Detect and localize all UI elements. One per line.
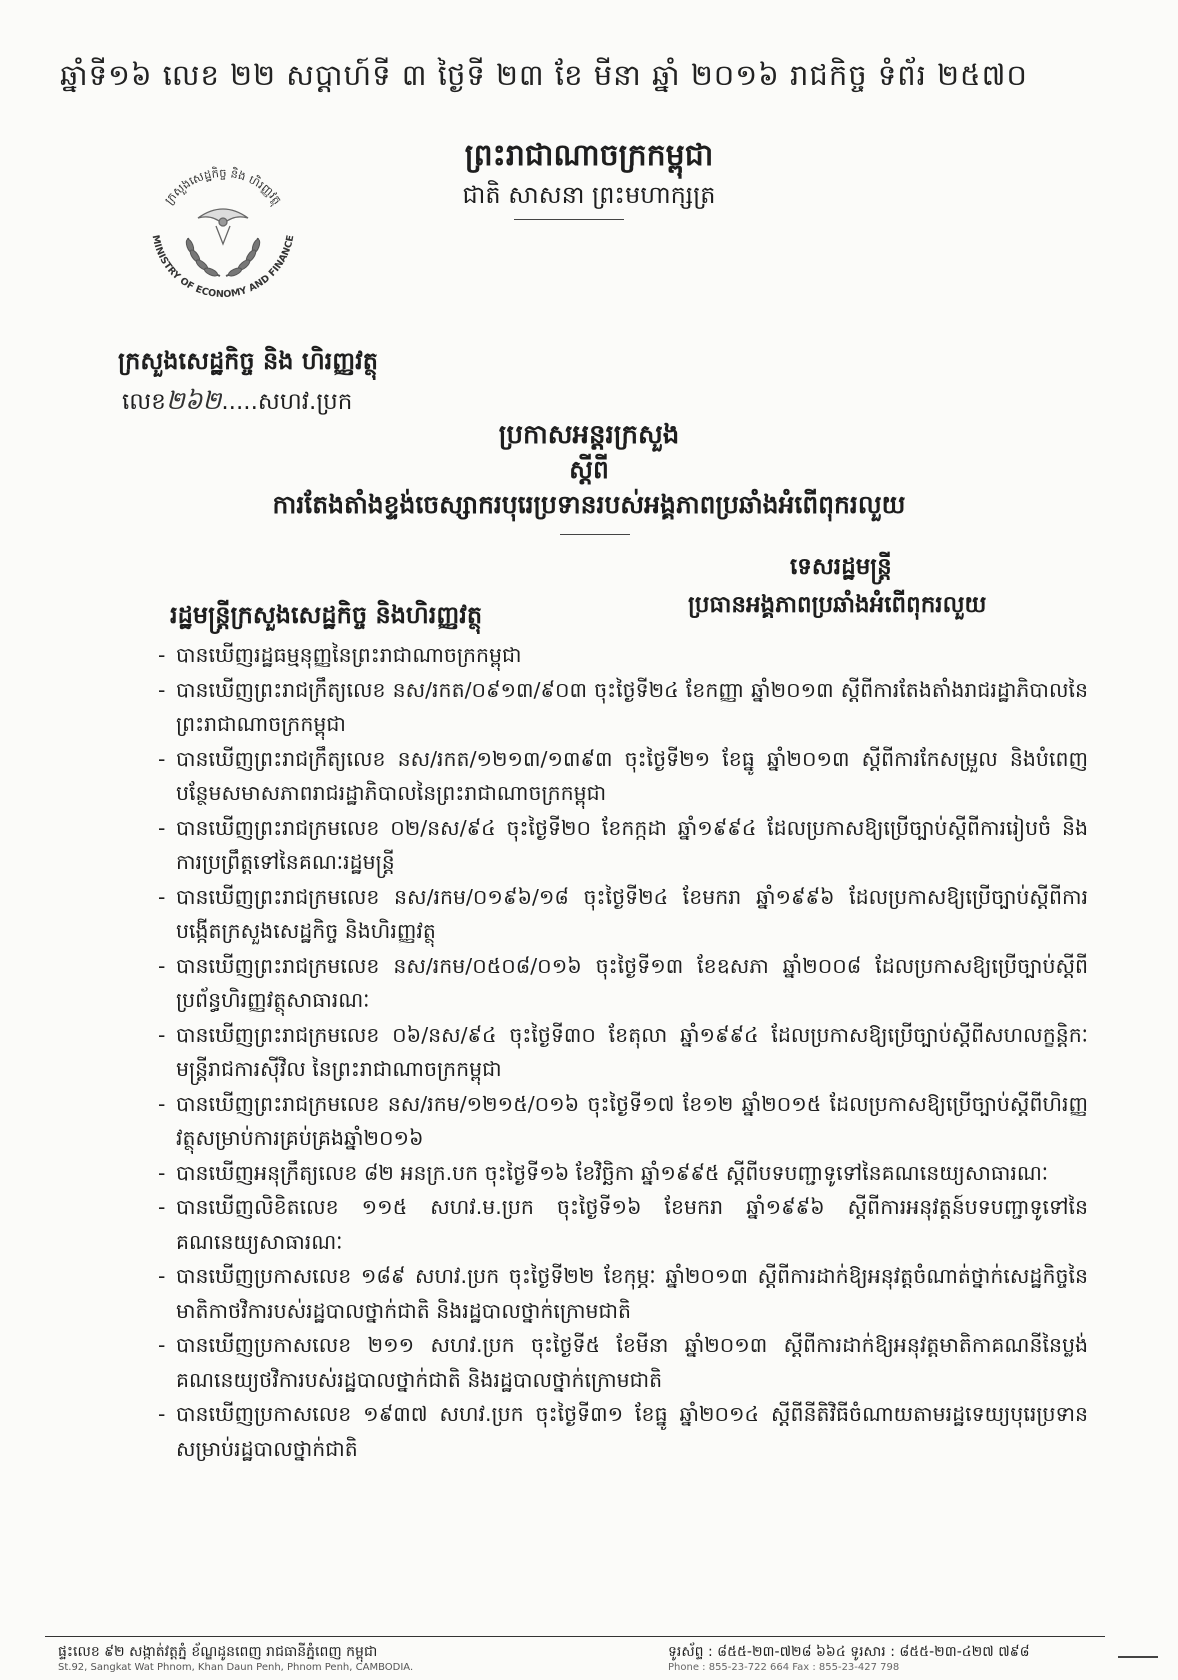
recital-item: - បានឃើញរដ្ឋធម្មនុញ្ញនៃព្រះរាជាណាចក្រកម្ពុជា bbox=[168, 638, 1088, 673]
divider bbox=[560, 534, 630, 535]
divider bbox=[514, 219, 624, 220]
footer-address-english: St.92, Sangkat Wat Phnom, Khan Daun Penh, Phnom Penh, CAMBODIA. bbox=[58, 1662, 414, 1673]
footer-divider bbox=[45, 1636, 1105, 1637]
footer-address-khmer: ផ្ទះលេខ ៩២ សង្កាត់វត្តភ្នំ ខ័ណ្ឌដូនពេញ រាជធានីភ្នំពេញ កម្ពុជា bbox=[58, 1644, 378, 1660]
document-type: ប្រកាសអន្តរក្រសួង bbox=[498, 420, 680, 450]
recital-item: - បានឃើញប្រកាសលេខ ១៨៩ សហវ.ប្រក ចុះថ្ងៃទី២២ ខែកុម្ភៈ ឆ្នាំ២០១៣ ស្តីពីការដាក់ឱ្យអនុវត្តចំណាត់ថ្នាក់សេដ្ឋកិច្ចនៃមាតិកាថវិការបស់រដ្ឋបាលថ្នាក់ជាតិ និងរដ្ឋបាលថ្នាក់ក្រោមជាតិ bbox=[168, 1259, 1088, 1328]
national-motto: ជាតិ សាសនា ព្រះមហាក្សត្រ bbox=[462, 181, 716, 209]
ref-handwritten-number: ២៦២ bbox=[165, 386, 222, 415]
seal-top-text: ក្រសួងសេដ្ឋកិច្ច និង ហិរញ្ញវត្ថុ bbox=[161, 165, 285, 207]
ministry-name: ក្រសួងសេដ្ឋកិច្ច និង ហិរញ្ញវត្ថុ bbox=[118, 347, 378, 375]
recital-item: - បានឃើញព្រះរាជក្រឹត្យលេខ នស/រកត/១២១៣/១៣៩៣ ចុះថ្ងៃទី២១ ខែធ្នូ ឆ្នាំ២០១៣ ស្តីពីការកែសម្រួល និងបំពេញបន្ថែមសមាសភាពរាជរដ្ឋាភិបាលនៃព្រះរាជាណាចក្រកម្ពុជា bbox=[168, 742, 1088, 811]
footer-contact-english: Phone : 855-23-722 664 Fax : 855-23-427 798 bbox=[668, 1662, 900, 1673]
recital-item: - បានឃើញប្រកាសលេខ ១៩៣៧ សហវ.ប្រក ចុះថ្ងៃទី៣១ ខែធ្នូ ឆ្នាំ២០១៤ ស្តីពីនីតិវិធីចំណាយតាមរដ្ឋទេយ្យបុរេប្រទានសម្រាប់រដ្ឋបាលថ្នាក់ជាតិ bbox=[168, 1397, 1088, 1466]
ref-prefix: លេខ bbox=[122, 389, 166, 415]
ref-suffix: សហវ.ប្រក bbox=[257, 389, 353, 415]
recital-item: - បានឃើញព្រះរាជក្រមលេខ នស/រកម/១២១៥/០១៦ ចុះថ្ងៃទី១៧ ខែ១២ ឆ្នាំ២០១៥ ដែលប្រកាសឱ្យប្រើច្បាប់ស្តីពីហិរញ្ញវត្ថុសម្រាប់ការគ្រប់គ្រងឆ្នាំ២០១៦ bbox=[168, 1087, 1088, 1156]
recital-item: - បានឃើញលិខិតលេខ ១១៥ សហវ.ម.ប្រក ចុះថ្ងៃទី១៦ ខែមករា ឆ្នាំ១៩៩៦ ស្តីពីការអនុវត្តន៍បទបញ្ជាទូទៅនៃគណនេយ្យសាធារណៈ bbox=[168, 1190, 1088, 1259]
signatory-right-office: ប្រធានអង្គភាពប្រឆាំងអំពើពុករលួយ bbox=[688, 592, 987, 618]
seal-bottom-text: MINISTRY OF ECONOMY AND FINANCE bbox=[149, 234, 297, 301]
document-subject: ការតែងតាំងខ្ទង់ចេស្សាករបុរេប្រទានរបស់អង្គភាពប្រឆាំងអំពើពុករលួយ bbox=[272, 490, 906, 519]
reference-number: លេខ២៦២.....សហវ.ប្រក bbox=[122, 386, 353, 415]
recital-item: - បានឃើញព្រះរាជក្រឹត្យលេខ នស/រកត/០៩១៣/៩០៣ ចុះថ្ងៃទី២៤ ខែកញ្ញា ឆ្នាំ២០១៣ ស្តីពីការតែងតាំងរាជរដ្ឋាភិបាលនៃព្រះរាជាណាចក្រកម្ពុជា bbox=[168, 673, 1088, 742]
recitals-list bbox=[168, 638, 1088, 1466]
recital-item: - បានឃើញព្រះរាជក្រមលេខ ០៦/នស/៩៤ ចុះថ្ងៃទី៣០ ខែតុលា ឆ្នាំ១៩៩៤ ដែលប្រកាសឱ្យប្រើច្បាប់ស្តីពីសហលក្ខន្តិកៈមន្ត្រីរាជការស៊ីវិល នៃព្រះរាជាណាចក្រកម្ពុជា bbox=[168, 1018, 1088, 1087]
document-about: ស្តីពី bbox=[569, 455, 609, 484]
recital-item: - បានឃើញអនុក្រឹត្យលេខ ៨២ អនក្រ.បក ចុះថ្ងៃទី១៦ ខែវិច្ឆិកា ឆ្នាំ១៩៩៥ ស្តីពីបទបញ្ជាទូទៅនៃគណនេយ្យសាធារណៈ bbox=[168, 1156, 1088, 1191]
signatory-right-title: ទេសរដ្ឋមន្ត្រី bbox=[790, 554, 892, 580]
recital-item: - បានឃើញប្រកាសលេខ ២១១ សហវ.ប្រក ចុះថ្ងៃទី៥ ខែមីនា ឆ្នាំ២០១៣ ស្តីពីការដាក់ឱ្យអនុវត្តមាតិកាគណនីនៃប្លង់គណនេយ្យថវិការបស់រដ្ឋបាលថ្នាក់ជាតិ និងរដ្ឋបាលថ្នាក់ក្រោមជាតិ bbox=[168, 1328, 1088, 1397]
recital-item: - បានឃើញព្រះរាជក្រមលេខ ០២/នស/៩៤ ចុះថ្ងៃទី២០ ខែកក្កដា ឆ្នាំ១៩៩៤ ដែលប្រកាសឱ្យប្រើច្បាប់ស្តីពីការរៀបចំ និងការប្រព្រឹត្តទៅនៃគណៈរដ្ឋមន្ត្រី bbox=[168, 811, 1088, 880]
page-mark bbox=[1118, 1656, 1158, 1658]
footer-contact-khmer: ទូរស័ព្ទ : ៨៥៥-២៣-៧២៨ ៦៦៤ ទូរសារ : ៨៥៥-២៣-៤២៧ ៧៩៨ bbox=[668, 1644, 1030, 1660]
signatory-left: រដ្ឋមន្ត្រីក្រសួងសេដ្ឋកិច្ច និងហិរញ្ញវត្ថុ bbox=[170, 601, 483, 629]
gazette-header: ឆ្នាំទី១៦ លេខ ២២ សប្តាហ៍ទី ៣ ថ្ងៃទី ២៣ ខែ មីនា ឆ្នាំ ២០១៦ រាជកិច្ច ទំព័រ ២៥៧០ bbox=[60, 58, 1028, 92]
recital-item: - បានឃើញព្រះរាជក្រមលេខ នស/រកម/០១៩៦/១៨ ចុះថ្ងៃទី២៤ ខែមករា ឆ្នាំ១៩៩៦ ដែលប្រកាសឱ្យប្រើច្បាប់ស្តីពីការបង្កើតក្រសួងសេដ្ឋកិច្ច និងហិរញ្ញវត្ថុ bbox=[168, 880, 1088, 949]
kingdom-title: ព្រះរាជាណាចក្រកម្ពុជា bbox=[464, 138, 714, 173]
recital-item: - បានឃើញព្រះរាជក្រមលេខ នស/រកម/០៥០៨/០១៦ ចុះថ្ងៃទី១៣ ខែឧសភា ឆ្នាំ២០០៨ ដែលប្រកាសឱ្យប្រើច្បាប់ស្តីពីប្រព័ន្ធហិរញ្ញវត្ថុសាធារណៈ bbox=[168, 949, 1088, 1018]
